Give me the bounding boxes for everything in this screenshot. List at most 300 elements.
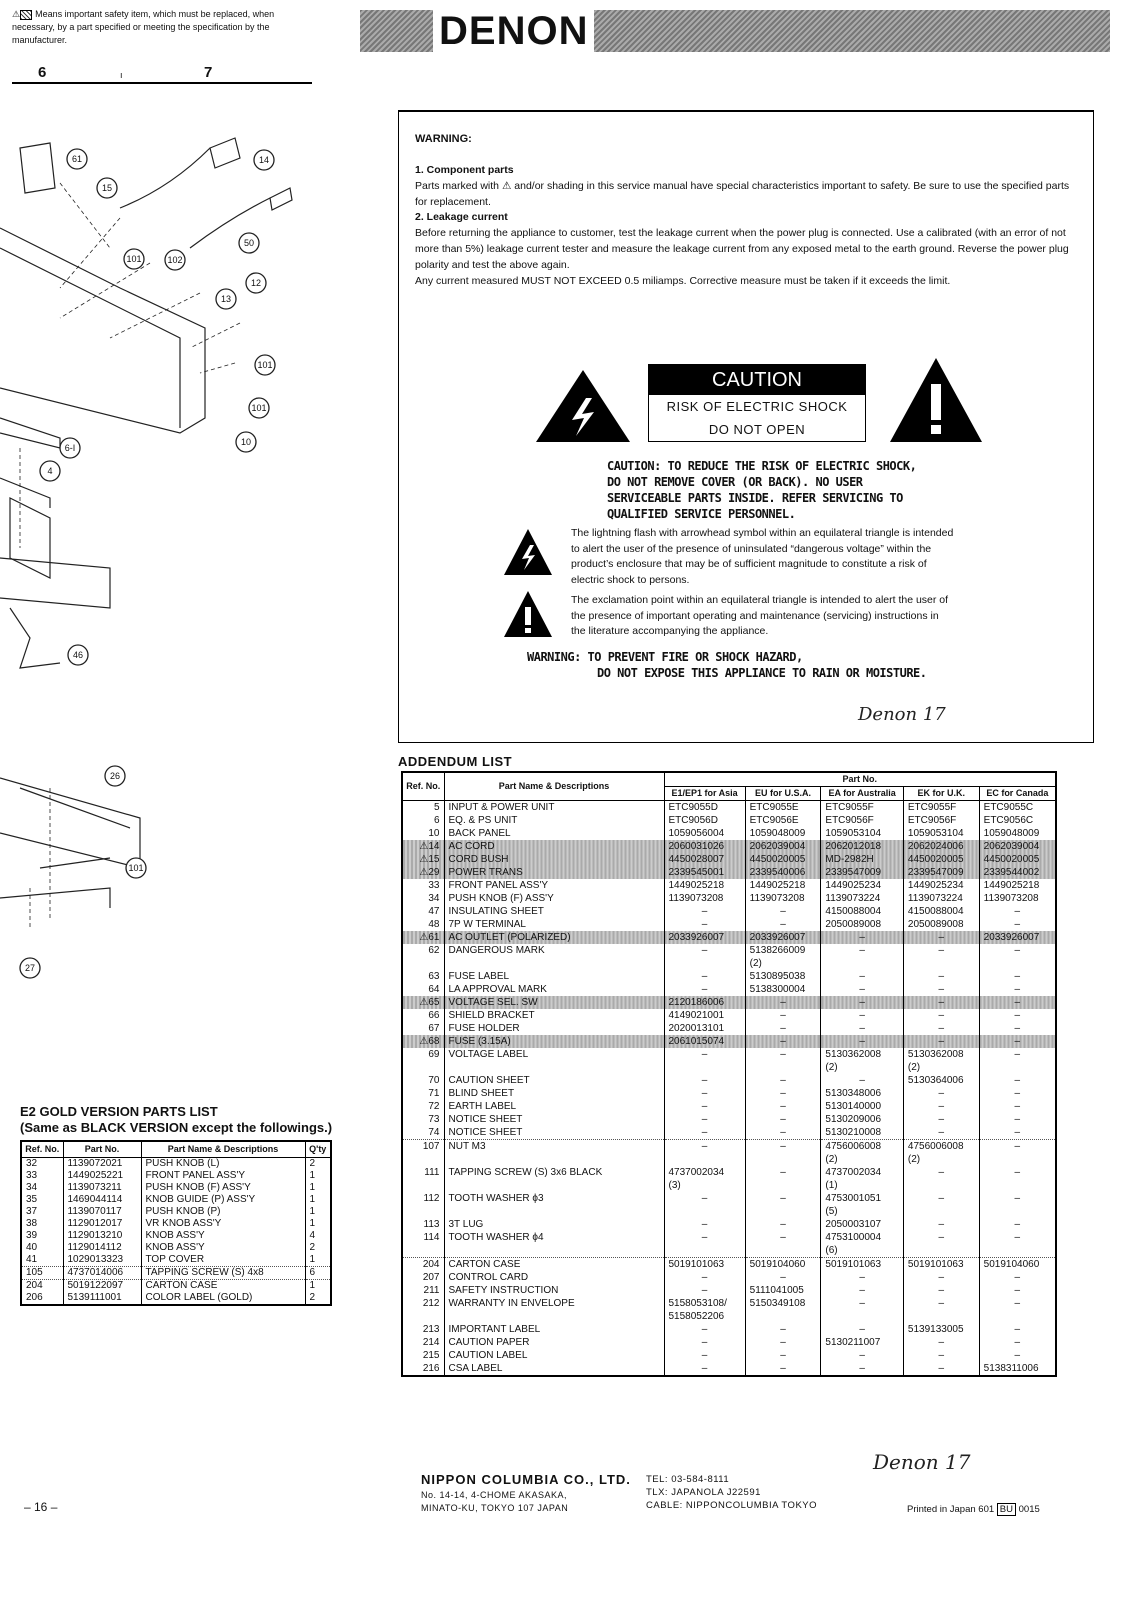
caution-line-1: RISK OF ELECTRIC SHOCK	[666, 399, 848, 414]
row-ek: –	[903, 1349, 979, 1362]
gold-body	[21, 1158, 331, 1306]
row-ec: –	[979, 1035, 1056, 1048]
gold-row-ref: 37	[26, 1206, 38, 1217]
row-ec: –	[979, 1323, 1056, 1336]
row-ref: 33	[428, 880, 440, 891]
safety-note-text: Means important safety item, which must be replaced, when necessary, by a part specified or meeting the specification by the manufacturer.	[12, 9, 275, 45]
gold-row	[21, 1206, 331, 1218]
company-address	[421, 1489, 568, 1515]
gold-parts-table	[20, 1140, 332, 1306]
addendum-row	[402, 1349, 1056, 1362]
addendum-row	[402, 1336, 1056, 1349]
row-ea: –	[821, 1284, 903, 1297]
addendum-row	[402, 892, 1056, 905]
row-eu: –	[745, 1336, 821, 1349]
address-line-2: MINATO-KU, TOKYO 107 JAPAN	[421, 1503, 569, 1513]
row-ek: –	[903, 996, 979, 1009]
row-name: DANGEROUS MARK	[444, 944, 664, 970]
gold-col-ref: Ref. No.	[21, 1141, 63, 1158]
row-ea: –	[821, 1009, 903, 1022]
row-ek: 1139073224	[903, 892, 979, 905]
caution-banner	[648, 364, 866, 442]
gold-row-ref: 204	[21, 1280, 63, 1293]
addendum-row	[402, 1231, 1056, 1258]
callout-label: 101	[257, 360, 273, 370]
row-e1: 4450028007	[664, 853, 745, 866]
gold-row-partno: 1469044114	[63, 1194, 141, 1206]
gold-row-ref: 105	[21, 1267, 63, 1280]
row-eu: –	[745, 1271, 821, 1284]
row-ref: 5	[433, 802, 440, 813]
addendum-row	[402, 970, 1056, 983]
row-ec: 1139073208	[979, 892, 1056, 905]
addendum-row	[402, 905, 1056, 918]
col-partno: Part No.	[664, 772, 1056, 787]
row-name: CAUTION SHEET	[444, 1074, 664, 1087]
gold-title-line-1: E2 GOLD VERSION PARTS LIST	[20, 1104, 218, 1119]
gold-row-name: CARTON CASE	[141, 1280, 305, 1293]
address-line-1: No. 14-14, 4-CHOME AKASAKA,	[421, 1490, 568, 1500]
row-ea: –	[821, 970, 903, 983]
gold-row-qty: 1	[305, 1218, 331, 1230]
col-ea: EA for Australia	[821, 787, 903, 801]
row-name: EARTH LABEL	[444, 1100, 664, 1113]
row-ec: 1449025218	[979, 879, 1056, 892]
row-name: BACK PANEL	[444, 827, 664, 840]
row-ea: MD-2982H	[821, 853, 903, 866]
gold-row-partno: 4737014006	[63, 1267, 141, 1280]
row-ec: ETC9055C	[979, 801, 1056, 815]
row-ek: –	[903, 1218, 979, 1231]
row-e1: 5019101063	[664, 1258, 745, 1272]
callout-label: 101	[126, 254, 142, 264]
row-e1: ETC9055D	[664, 801, 745, 815]
gold-row-qty: 1	[305, 1194, 331, 1206]
row-ec: 2339544002	[979, 866, 1056, 879]
row-eu: 2062039004	[745, 840, 821, 853]
row-ek: 2062024006	[903, 840, 979, 853]
row-name: 7P W TERMINAL	[444, 918, 664, 931]
col-ref: Ref. No.	[402, 772, 444, 801]
cable: CABLE: NIPPONCOLUMBIA TOKYO	[646, 1500, 818, 1511]
row-ek: 4756006008 (2)	[903, 1140, 979, 1167]
gold-row	[21, 1267, 331, 1280]
warning-triangle-icon: ⚠	[12, 9, 21, 19]
row-e1: 2033926007	[664, 931, 745, 944]
row-name: WARRANTY IN ENVELOPE	[444, 1297, 664, 1323]
brand-logo: DENON	[433, 8, 594, 54]
row-name: NOTICE SHEET	[444, 1113, 664, 1126]
row-ea: 4753100004 (6)	[821, 1231, 903, 1258]
row-ea: 1059053104	[821, 827, 903, 840]
row-ref: 72	[428, 1101, 440, 1112]
row-e1: –	[664, 1336, 745, 1349]
callout-label: 26	[109, 771, 121, 781]
row-name: FUSE HOLDER	[444, 1022, 664, 1035]
gold-row-name: TAPPING SCREW (S) 4x8	[141, 1267, 305, 1280]
row-ek: –	[903, 1009, 979, 1022]
gold-row-name: COLOR LABEL (GOLD)	[141, 1292, 305, 1305]
addendum-row	[402, 1362, 1056, 1376]
gold-row-qty: 1	[305, 1182, 331, 1194]
row-ea: 1139073224	[821, 892, 903, 905]
row-e1: –	[664, 1284, 745, 1297]
row-eu: 5111041005	[745, 1284, 821, 1297]
row-ek: –	[903, 1100, 979, 1113]
addendum-row	[402, 1022, 1056, 1035]
row-ea: 4737002034 (1)	[821, 1166, 903, 1192]
row-ec: –	[979, 1126, 1056, 1140]
column-number-7: 7	[204, 64, 213, 81]
row-ea: 2062012018	[821, 840, 903, 853]
row-e1: ETC9056D	[664, 814, 745, 827]
lightning-explanation: The lightning flash with arrowhead symbol within an equilateral triangle is intended to alert the user of the presence of uninsulated “dangerous voltage” within the product’s enclosure that may be of sufficient magnitude to constitute a risk of electric shock to persons.	[571, 527, 954, 586]
row-ref: 34	[428, 893, 440, 904]
row-eu: –	[745, 905, 821, 918]
row-ea: 5019101063	[821, 1258, 903, 1272]
fire-warning	[527, 649, 967, 681]
gold-row-qty: 2	[305, 1158, 331, 1171]
row-ec: –	[979, 1100, 1056, 1113]
row-ref: 215	[422, 1350, 440, 1361]
fire-warning-line-2: DO NOT EXPOSE THIS APPLIANCE TO RAIN OR MOISTURE.	[597, 666, 927, 680]
gold-row-qty: 1	[305, 1206, 331, 1218]
printed-in: Printed in Japan 601	[907, 1504, 995, 1515]
warning-text-leakage: Before returning the appliance to customer, test the leakage current when the power plug is connected. Use a calibrated (with an error of not more than 5%) leakage current tester and measure the leakage current from any exposed metal to the earth ground. Reverse the power plug polarity and test the above again.	[415, 227, 1069, 271]
row-ref: 111	[424, 1167, 440, 1178]
row-ea: 2050089008	[821, 918, 903, 931]
row-e1: 4149021001	[664, 1009, 745, 1022]
row-ref: 70	[428, 1075, 440, 1086]
addendum-body	[402, 801, 1056, 1377]
gold-col-name: Part Name & Descriptions	[141, 1141, 305, 1158]
row-eu: –	[745, 1218, 821, 1231]
fire-warning-line-1: WARNING: TO PREVENT FIRE OR SHOCK HAZARD,	[527, 650, 803, 664]
gold-row-ref: 34	[26, 1182, 38, 1193]
row-ec: –	[979, 996, 1056, 1009]
row-ea: 5130362008 (2)	[821, 1048, 903, 1074]
row-ec: 1059048009	[979, 827, 1056, 840]
row-ref: 69	[428, 1049, 440, 1060]
row-ref: 63	[428, 971, 440, 982]
row-e1: 1139073208	[664, 892, 745, 905]
row-name: AC CORD	[444, 840, 664, 853]
row-ek: 4450020005	[903, 853, 979, 866]
gold-title-line-2: (Same as BLACK VERSION except the followings.)	[20, 1120, 333, 1135]
row-e1: 2061015074	[664, 1035, 745, 1048]
row-ea: 5130140000	[821, 1100, 903, 1113]
gold-row	[21, 1280, 331, 1293]
gold-row-ref: 35	[26, 1194, 38, 1205]
row-ec: 2033926007	[979, 931, 1056, 944]
callout-label: 14	[258, 155, 270, 165]
row-e1: 2060031026	[664, 840, 745, 853]
row-ref: 47	[428, 906, 440, 917]
callout-label: 101	[251, 403, 267, 413]
row-e1: 2339545001	[664, 866, 745, 879]
printed-code: 0015	[1018, 1504, 1040, 1515]
gold-row-ref: 41	[26, 1254, 38, 1265]
warning-heading-component-parts: 1. Component parts	[415, 164, 514, 176]
addendum-row	[402, 1100, 1056, 1113]
row-ec: 5019104060	[979, 1258, 1056, 1272]
row-eu: –	[745, 1192, 821, 1218]
col-ek: EK for U.K.	[903, 787, 979, 801]
row-eu: 4450020005	[745, 853, 821, 866]
gold-row-partno: 1129014112	[63, 1242, 141, 1254]
row-ek: –	[903, 983, 979, 996]
row-ec: –	[979, 1336, 1056, 1349]
row-ref: 73	[428, 1114, 440, 1125]
row-e1: –	[664, 1218, 745, 1231]
row-name: BLIND SHEET	[444, 1087, 664, 1100]
row-eu: –	[745, 1362, 821, 1376]
row-ec: –	[979, 905, 1056, 918]
lightning-small-icon	[503, 528, 553, 576]
gold-row	[21, 1170, 331, 1182]
handwritten-signature-1: Denon 17	[858, 704, 946, 725]
row-eu: –	[745, 1113, 821, 1126]
row-ref: 66	[428, 1010, 440, 1021]
row-ek: 1449025234	[903, 879, 979, 892]
row-ec: –	[979, 1349, 1056, 1362]
row-eu: 5130895038	[745, 970, 821, 983]
warning-text-component-parts: Parts marked with ⚠ and/or shading in this service manual have special characteristics important to safety. Be sure to use the specified parts for replacement.	[415, 180, 1070, 208]
row-ek: –	[903, 1284, 979, 1297]
shading-symbol-icon	[20, 10, 32, 20]
row-ref: 48	[428, 919, 440, 930]
row-ec: –	[979, 1192, 1056, 1218]
row-ek: –	[903, 1192, 979, 1218]
callout-label: 10	[240, 437, 252, 447]
row-e1: 4737002034 (3)	[664, 1166, 745, 1192]
row-ek: ETC9056F	[903, 814, 979, 827]
row-ec: 4450020005	[979, 853, 1056, 866]
column-tick: ı	[120, 70, 123, 80]
addendum-row	[402, 1166, 1056, 1192]
row-e1: –	[664, 918, 745, 931]
addendum-row	[402, 879, 1056, 892]
gold-row	[21, 1182, 331, 1194]
row-name: AC OUTLET (POLARIZED)	[444, 931, 664, 944]
row-eu: –	[745, 1100, 821, 1113]
row-name: CAUTION LABEL	[444, 1349, 664, 1362]
row-e1: –	[664, 1074, 745, 1087]
row-ref: ⚠68	[402, 1035, 444, 1048]
row-ea: –	[821, 1022, 903, 1035]
gold-row-qty: 4	[305, 1230, 331, 1242]
row-name: EQ. & PS UNIT	[444, 814, 664, 827]
row-eu: –	[745, 1231, 821, 1258]
row-ec: –	[979, 1113, 1056, 1126]
addendum-row	[402, 918, 1056, 931]
addendum-row	[402, 1126, 1056, 1140]
row-ek: –	[903, 1336, 979, 1349]
row-name: FRONT PANEL ASS'Y	[444, 879, 664, 892]
gold-row	[21, 1158, 331, 1171]
row-ec: –	[979, 1074, 1056, 1087]
addendum-row	[402, 1271, 1056, 1284]
warning-heading-leakage: 2. Leakage current	[415, 211, 508, 223]
row-ref: ⚠65	[402, 996, 444, 1009]
row-name: 3T LUG	[444, 1218, 664, 1231]
caution-instruction: CAUTION: TO REDUCE THE RISK OF ELECTRIC SHOCK, DO NOT REMOVE COVER (OR BACK). NO USER SERVICEABLE PARTS INSIDE. REFER SERVICING TO QUALIFIED SERVICE PERSONNEL.	[607, 459, 917, 521]
row-name: SAFETY INSTRUCTION	[444, 1284, 664, 1297]
row-e1: –	[664, 983, 745, 996]
row-ek: 2050089008	[903, 918, 979, 931]
addendum-table	[401, 771, 1057, 1377]
row-ek: –	[903, 1087, 979, 1100]
row-e1: –	[664, 970, 745, 983]
row-eu: –	[745, 1074, 821, 1087]
row-ea: –	[821, 944, 903, 970]
row-name: VOLTAGE LABEL	[444, 1048, 664, 1074]
gold-row-name: FRONT PANEL ASS'Y	[141, 1170, 305, 1182]
row-ek: 5130364006	[903, 1074, 979, 1087]
gold-row-qty: 1	[305, 1280, 331, 1293]
col-ec: EC for Canada	[979, 787, 1056, 801]
row-ref: 114	[423, 1232, 440, 1243]
row-ea: 2050003107	[821, 1218, 903, 1231]
row-ek: 2339547009	[903, 866, 979, 879]
row-ref: ⚠29	[402, 866, 444, 879]
row-ek: –	[903, 1362, 979, 1376]
row-ek: 4150088004	[903, 905, 979, 918]
row-ek: –	[903, 1166, 979, 1192]
row-ea: 5130210008	[821, 1126, 903, 1140]
gold-col-qty: Q'ty	[305, 1141, 331, 1158]
row-name: TAPPING SCREW (S) 3x6 BLACK	[444, 1166, 664, 1192]
gold-row-partno: 1129013210	[63, 1230, 141, 1242]
row-eu: –	[745, 1166, 821, 1192]
row-e1: –	[664, 1100, 745, 1113]
gold-parts-title	[20, 1104, 332, 1136]
callout-label: 101	[128, 863, 144, 873]
row-eu: –	[745, 1126, 821, 1140]
gold-row	[21, 1218, 331, 1230]
row-e1: –	[664, 1231, 745, 1258]
row-ea: –	[821, 1362, 903, 1376]
page-number: – 16 –	[24, 1500, 58, 1514]
gold-row-ref: 38	[26, 1218, 38, 1229]
row-ea: 4150088004	[821, 905, 903, 918]
addendum-row	[402, 1009, 1056, 1022]
row-ref: 213	[422, 1324, 440, 1335]
callout-label: 12	[250, 278, 262, 288]
row-ref: 204	[402, 1258, 444, 1272]
row-name: CARTON CASE	[444, 1258, 664, 1272]
company-name: NIPPON COLUMBIA CO., LTD.	[421, 1472, 631, 1487]
row-e1: 5158053108/ 5158052206	[664, 1297, 745, 1323]
row-ea: –	[821, 931, 903, 944]
lightning-triangle-icon	[534, 368, 632, 444]
row-name: TOOTH WASHER ϕ3	[444, 1192, 664, 1218]
row-e1: –	[664, 1349, 745, 1362]
row-e1: –	[664, 1192, 745, 1218]
row-ea: ETC9056F	[821, 814, 903, 827]
addendum-row	[402, 866, 1056, 879]
gold-row-ref: 206	[26, 1292, 43, 1303]
callout-label: 4	[47, 466, 53, 476]
gold-row-name: PUSH KNOB (F) ASS'Y	[141, 1182, 305, 1194]
addendum-row	[402, 983, 1056, 996]
handwritten-signature-2: Denon 17	[873, 1450, 971, 1474]
gold-row-qty: 1	[305, 1254, 331, 1267]
row-name: CONTROL CARD	[444, 1271, 664, 1284]
row-name: FUSE (3.15A)	[444, 1035, 664, 1048]
addendum-row	[402, 1087, 1056, 1100]
row-ec: 5138311006	[979, 1362, 1056, 1376]
callout-label: 61	[71, 154, 83, 164]
gold-row	[21, 1242, 331, 1254]
row-eu: –	[745, 1140, 821, 1167]
row-name: PUSH KNOB (F) ASS'Y	[444, 892, 664, 905]
row-name: TOOTH WASHER ϕ4	[444, 1231, 664, 1258]
row-ea: 5130348006	[821, 1087, 903, 1100]
row-e1: –	[664, 1271, 745, 1284]
gold-row-name: KNOB ASS'Y	[141, 1242, 305, 1254]
row-eu: 5019104060	[745, 1258, 821, 1272]
row-ea: –	[821, 1035, 903, 1048]
gold-row-partno: 1139070117	[63, 1206, 141, 1218]
telephone: TEL: 03-584-8111	[646, 1474, 730, 1485]
column-numbers	[12, 64, 312, 84]
addendum-row	[402, 944, 1056, 970]
gold-row-partno: 1129012017	[63, 1218, 141, 1230]
row-ref: ⚠14	[402, 840, 444, 853]
row-ec: –	[979, 1284, 1056, 1297]
row-name: INPUT & POWER UNIT	[444, 801, 664, 815]
row-name: SHIELD BRACKET	[444, 1009, 664, 1022]
row-ec: –	[979, 918, 1056, 931]
exclamation-triangle-icon	[888, 356, 984, 444]
row-ea: 5130209006	[821, 1113, 903, 1126]
addendum-row	[402, 1258, 1056, 1272]
row-name: NOTICE SHEET	[444, 1126, 664, 1140]
row-ek: –	[903, 931, 979, 944]
gold-row-ref: 39	[26, 1230, 38, 1241]
row-eu: ETC9056E	[745, 814, 821, 827]
callout-label: 27	[24, 963, 36, 973]
addendum-row	[402, 1048, 1056, 1074]
row-name: LA APPROVAL MARK	[444, 983, 664, 996]
row-eu: –	[745, 1087, 821, 1100]
row-ek: –	[903, 1297, 979, 1323]
row-e1: –	[664, 905, 745, 918]
row-ea: –	[821, 1074, 903, 1087]
row-e1: –	[664, 944, 745, 970]
row-name: CORD BUSH	[444, 853, 664, 866]
row-ea: 5130211007	[821, 1336, 903, 1349]
gold-row-partno: 1029013323	[63, 1254, 141, 1267]
addendum-row	[402, 853, 1056, 866]
row-ec: –	[979, 1231, 1056, 1258]
row-name: INSULATING SHEET	[444, 905, 664, 918]
row-ec: ETC9056C	[979, 814, 1056, 827]
company-contacts	[646, 1473, 817, 1512]
row-ref: 64	[428, 984, 440, 995]
row-ec: –	[979, 1297, 1056, 1323]
addendum-row	[402, 931, 1056, 944]
addendum-row	[402, 1035, 1056, 1048]
row-ek: ETC9055F	[903, 801, 979, 815]
addendum-row	[402, 1284, 1056, 1297]
addendum-row	[402, 996, 1056, 1009]
gold-row	[21, 1292, 331, 1305]
row-ref: 74	[428, 1127, 440, 1138]
gold-row-ref: 40	[26, 1242, 38, 1253]
row-eu: 1449025218	[745, 879, 821, 892]
